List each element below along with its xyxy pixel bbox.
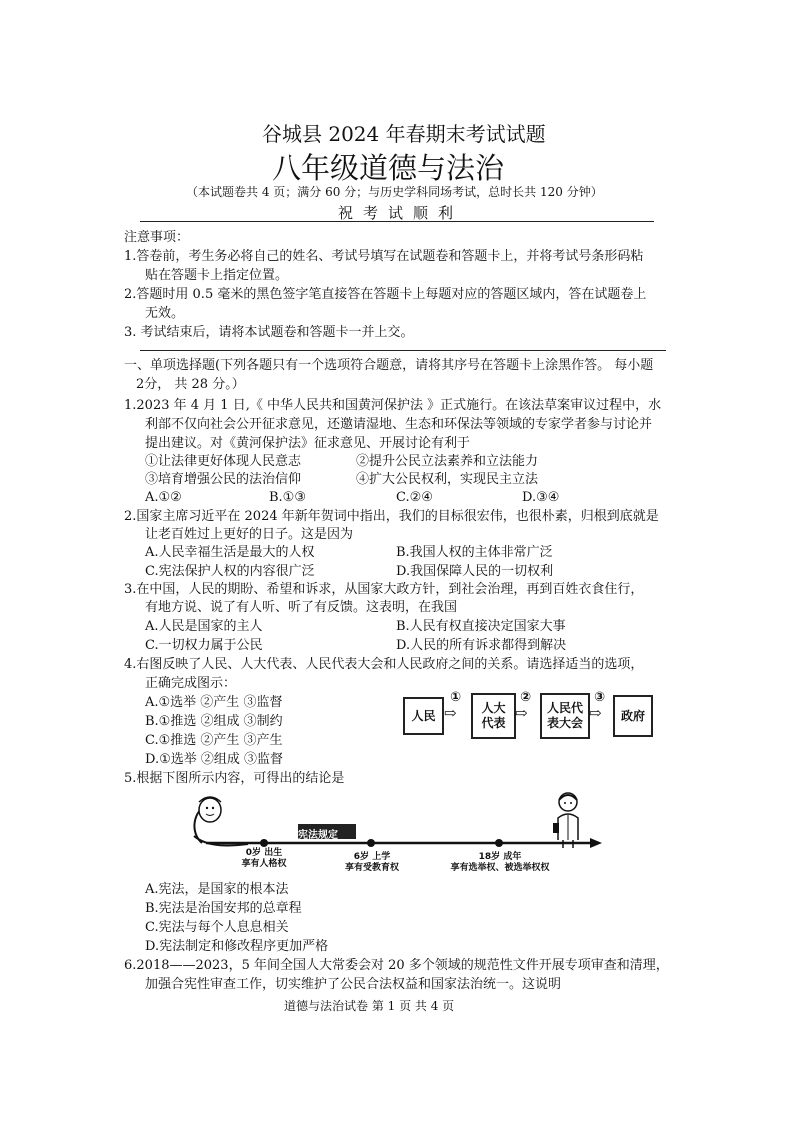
flow-arrow-3: ⇨ [589,704,602,722]
q3-option-a[interactable]: A.人民是国家的主人 [145,619,263,634]
timeline-label-birth-l2: 享有人格权 [241,859,287,869]
timeline-point-birth [260,839,268,847]
constitution-banner-label: 宪法规定 [298,830,338,841]
q4-option-c[interactable]: C.①推选 ②产生 ③产生 [145,733,283,748]
notice-heading: 注意事项： [124,230,190,245]
exam-info: （本试题卷共 4 页；满分 60 分；与历史学科同场考试，总时长共 120 分钟） [186,185,603,199]
flow-label-1: ① [450,690,462,705]
q5-option-c[interactable]: C.宪法与每个人息息相关 [145,920,289,935]
blessing: 祝考试顺利 [338,204,464,222]
subject-title: 八年级道德与法治 [272,151,505,185]
timeline-label-birth-l1: 0岁 出生 [245,848,283,858]
q5-option-b[interactable]: B.宪法是治国安邦的总章程 [145,901,302,916]
q4-option-a[interactable]: A.①选举 ②产生 ③监督 [145,695,283,710]
q1-line3: 提出建议。对《黄河保护法》征求意见、开展讨论有利于 [145,436,471,451]
flow-arrow-2: ⇨ [515,704,528,722]
exam-title: 谷城县 2024 年春期末考试试题 [262,122,546,146]
q2-option-d[interactable]: D.我国保障人民的一切权利 [396,564,554,579]
flow-box-congress-l2: 表大会 [546,716,583,730]
q2-option-c[interactable]: C.宪法保护人权的内容很广泛 [145,564,315,579]
notice-item-2-line1: 2.答题时用 0.5 毫米的黑色签字笔直接答在答题卡上每题对应的答题区域内，答在试题卷上 [124,287,647,302]
q1-line1: 1.2023 年 4 月 1 日,《 中华人民共和国黄河保护法 》正式施行。在该法草案审议过程中，水 [124,398,662,413]
flow-box-congress-l1: 人民代 [546,701,583,715]
timeline-point-adult [495,839,503,847]
header-divider [140,221,654,222]
q2-line1: 2.国家主席习近平在 2024 年新年贺词中指出，我们的目标很宏伟，也很朴素，归根到底就是 [124,509,659,524]
timeline-label-school-l1: 6岁 上学 [353,852,391,862]
timeline-arrowhead [590,838,602,848]
q1-line2: 利部不仅向社会公开征求意见，还邀请湿地、生态和环保法等领域的专家学者参与讨论并 [145,417,653,432]
q4-line1: 4.右图反映了人民、人大代表、人民代表大会和人民政府之间的关系。请选择适当的选项， [124,657,644,672]
adult-person-icon [553,793,578,848]
section-1-line2: 2分， 共 28 分。） [136,377,245,392]
q1-option-a[interactable]: A.①② [145,490,182,505]
q1-option-b[interactable]: B.①③ [269,490,306,505]
q6-line1: 6.2018——2023，5 年间全国人大常委会对 20 多个领域的规范性文件开展专项审查和清理， [124,958,669,973]
notice-item-1-line1: 1.答卷前，考生务必将自己的姓名、考试号填写在试题卷和答题卡上，并将考试号条形码粘 [124,249,644,264]
flow-box-deputies-l2: 代表 [481,716,506,730]
q5-line1: 5.根据下图所示内容，可得出的结论是 [124,771,345,786]
timeline-label-birth [232,848,296,870]
timeline-label-adult [440,852,560,874]
baby-icon [194,797,248,846]
notice-divider [140,350,666,351]
q4-option-d[interactable]: D.①选举 ②组成 ③监督 [145,752,284,767]
q5-option-a[interactable]: A.宪法，是国家的根本法 [145,882,289,897]
q2-option-a[interactable]: A.人民幸福生活是最大的人权 [145,545,315,560]
section-1-line1: 一、单项选择题(下列各题只有一个选项符合题意，请将其序号在答题卡上涂黑作答。 每小题 [124,358,654,373]
q2-line2: 让老百姓过上更好的日子。这是因为 [145,527,354,542]
timeline-point-school [367,839,375,847]
q2-option-b[interactable]: B.我国人权的主体非常广泛 [396,545,553,560]
q1-option-d[interactable]: D.③④ [522,490,560,505]
flow-arrow-1: ⇨ [444,704,457,722]
q1-statement-3: ③培育增强公民的法治信仰 [145,472,302,487]
timeline-label-school-l2: 享有受教育权 [344,863,399,873]
flow-box-deputies [471,693,516,739]
q4-line2: 正确完成图示： [145,676,237,691]
flow-box-government-label: 政府 [620,708,645,723]
flow-box-government [613,695,653,737]
flow-box-congress [540,693,590,739]
q1-statement-1: ①让法律更好体现人民意志 [145,454,302,469]
q1-statement-4: ④扩大公民权利，实现民主立法 [356,472,539,487]
q3-option-b[interactable]: B.人民有权直接决定国家大事 [396,619,566,634]
q5-option-d[interactable]: D.宪法制定和修改程序更加严格 [145,939,329,954]
q3-option-d[interactable]: D.人民的所有诉求都得到解决 [396,638,567,653]
notice-item-1-line2: 贴在答题卡上指定位置。 [145,268,289,283]
flow-box-people [403,697,444,735]
q1-option-c[interactable]: C.②④ [396,490,433,505]
notice-item-3: 3. 考试结束后，请将本试题卷和答题卡一并上交。 [124,325,414,340]
q3-line1: 3.在中国，人民的期盼、希望和诉求，从国家大政方针，到社会治理，再到百姓衣食住行， [124,582,644,597]
notice-item-2-line2: 无效。 [145,306,185,321]
q4-option-b[interactable]: B.①推选 ②组成 ③制约 [145,714,283,729]
timeline-label-adult-l1: 18岁 成年 [478,852,522,862]
q3-option-c[interactable]: C.一切权力属于公民 [145,638,263,653]
q1-statement-2: ②提升公民立法素养和立法能力 [356,454,539,469]
timeline-label-school [336,852,408,874]
q6-line2: 加强合宪性审查工作，切实维护了公民合法权益和国家法治统一。这说明 [145,977,562,992]
q3-line2: 有地方说、说了有人听、听了有反馈。这表明，在我国 [145,600,458,615]
flow-label-2: ② [520,690,532,705]
flow-box-deputies-l1: 人大 [481,701,506,715]
flow-label-3: ③ [594,690,606,705]
page-footer: 道德与法治试卷 第 1 页 共 4 页 [284,999,455,1013]
flow-box-people-label: 人民 [411,708,436,723]
timeline-label-adult-l2: 享有选举权、被选举权权 [450,863,550,873]
